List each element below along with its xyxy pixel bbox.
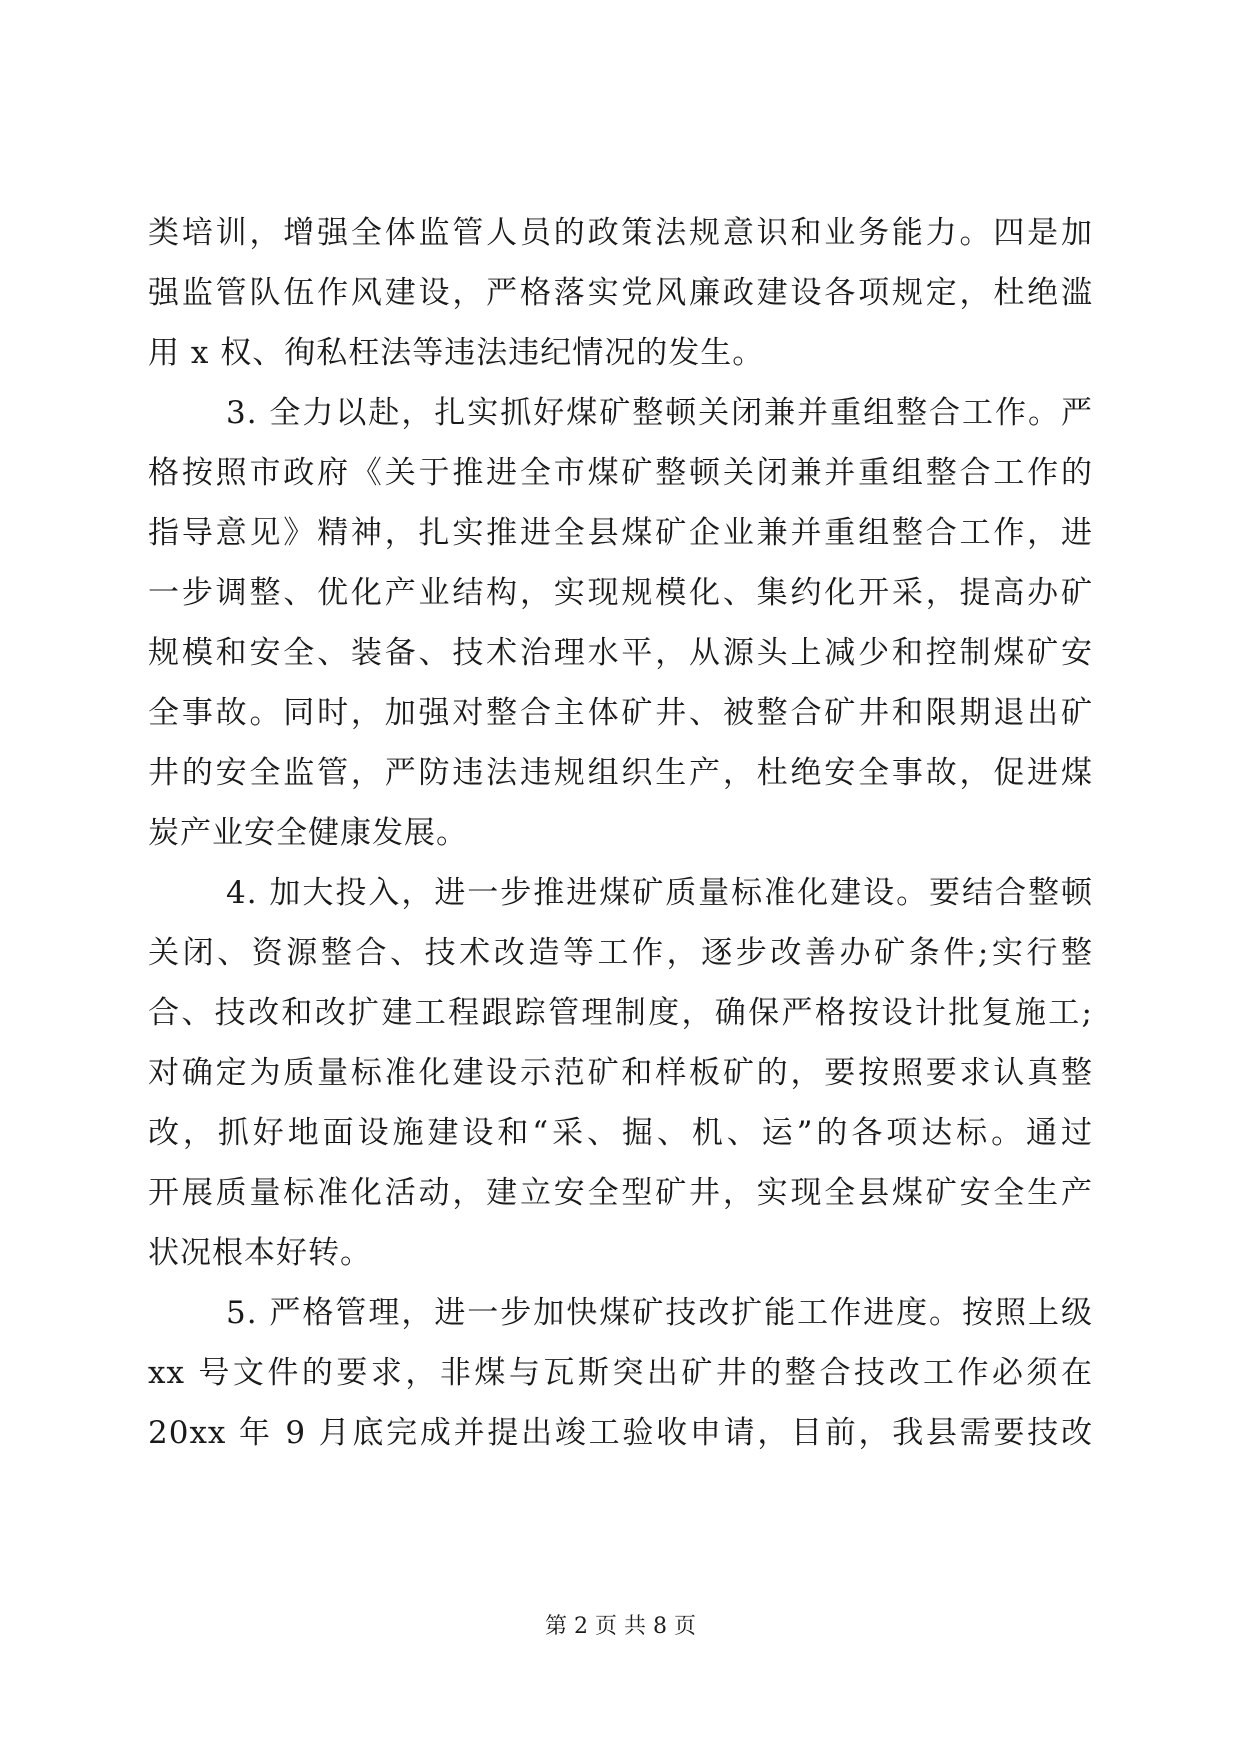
text-line-17: 开展质量标准化活动，建立安全型矿井，实现全县煤矿安全生产 [148, 1175, 1093, 1211]
paragraph-4-start: 4. 加大投入，进一步推进煤矿质量标准化建设。要结合整顿 [226, 875, 1093, 911]
text-line-5: 格按照市政府《关于推进全市煤矿整顿关闭兼并重组整合工作的 [148, 455, 1093, 491]
text-line-3: 用 x 权、徇私枉法等违法违纪情况的发生。 [148, 335, 765, 371]
text-line-11: 炭产业安全健康发展。 [148, 815, 468, 851]
text-line-2: 强监管队伍作风建设，严格落实党风廉政建设各项规定，杜绝滥 [148, 275, 1093, 311]
paragraph-5-start: 5. 严格管理，进一步加快煤矿技改扩能工作进度。按照上级 [226, 1295, 1093, 1331]
text-line-18: 状况根本好转。 [148, 1235, 372, 1271]
text-line-21: 20xx 年 9 月底完成并提出竣工验收申请，目前，我县需要技改 [148, 1415, 1093, 1451]
text-line-1: 类培训，增强全体监管人员的政策法规意识和业务能力。四是加 [148, 215, 1093, 251]
paragraph-3-start: 3. 全力以赴，扎实抓好煤矿整顿关闭兼并重组整合工作。严 [226, 395, 1093, 431]
text-line-8: 规模和安全、装备、技术治理水平，从源头上减少和控制煤矿安 [148, 635, 1093, 671]
text-line-10: 井的安全监管，严防违法违规组织生产，杜绝安全事故，促进煤 [148, 755, 1093, 791]
text-line-6: 指导意见》精神，扎实推进全县煤矿企业兼并重组整合工作，进 [148, 515, 1093, 551]
text-line-7: 一步调整、优化产业结构，实现规模化、集约化开采，提高办矿 [148, 575, 1093, 611]
text-line-9: 全事故。同时，加强对整合主体矿井、被整合矿井和限期退出矿 [148, 695, 1093, 731]
text-line-13: 关闭、资源整合、技术改造等工作，逐步改善办矿条件;实行整 [148, 935, 1093, 971]
text-line-14: 合、技改和改扩建工程跟踪管理制度，确保严格按设计批复施工; [148, 995, 1093, 1031]
text-line-20: xx 号文件的要求，非煤与瓦斯突出矿井的整合技改工作必须在 [148, 1355, 1093, 1391]
text-line-16: 改，抓好地面设施建设和“采、掘、机、运”的各项达标。通过 [148, 1115, 1093, 1151]
text-line-15: 对确定为质量标准化建设示范矿和样板矿的，要按照要求认真整 [148, 1055, 1093, 1091]
page-number-footer: 第 2 页 共 8 页 [545, 1614, 696, 1639]
